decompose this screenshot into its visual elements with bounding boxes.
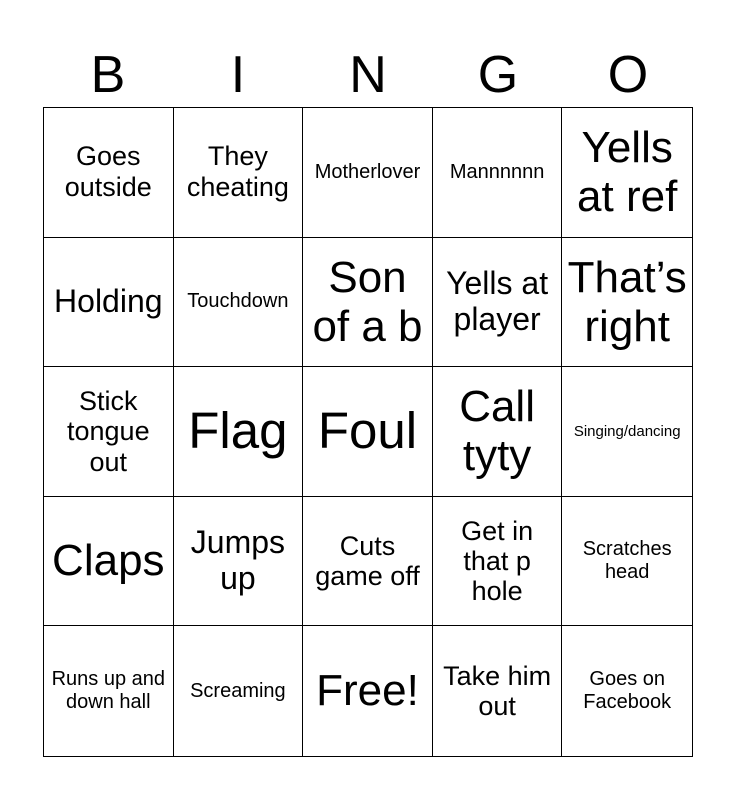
bingo-cell[interactable]	[433, 108, 563, 238]
cell-label: Goes outside	[64, 141, 152, 203]
bingo-cell[interactable]	[44, 108, 174, 238]
bingo-header	[43, 44, 693, 106]
bingo-cell[interactable]	[44, 497, 174, 627]
cell-label: Cuts game off	[315, 530, 420, 592]
bingo-cell[interactable]	[303, 497, 433, 627]
header-letter-n: N	[349, 46, 387, 104]
cell-label: Son of a b	[312, 252, 423, 351]
header-letter-o: O	[607, 46, 649, 104]
cell-label: Claps	[52, 535, 165, 585]
cell-label: Call tyty	[459, 382, 535, 481]
cell-label: That’s right	[567, 252, 687, 351]
cell-label: Get in that p hole	[461, 515, 534, 607]
bingo-cell[interactable]	[433, 367, 563, 497]
bingo-cell[interactable]	[433, 626, 563, 756]
cell-label: Mannnnnn	[449, 160, 545, 183]
bingo-cell[interactable]	[174, 626, 304, 756]
header-letter-g: G	[477, 46, 519, 104]
bingo-board	[43, 107, 693, 757]
bingo-cell[interactable]	[44, 367, 174, 497]
cell-label: Jumps up	[190, 524, 286, 597]
bingo-cell[interactable]	[44, 238, 174, 368]
cell-label: Goes on Facebook	[583, 668, 672, 714]
bingo-cell[interactable]	[433, 238, 563, 368]
bingo-cell[interactable]	[303, 626, 433, 756]
bingo-cell[interactable]	[562, 108, 692, 238]
cell-label: Yells at player	[446, 265, 549, 337]
bingo-cell[interactable]	[303, 238, 433, 368]
bingo-cell[interactable]	[303, 367, 433, 497]
bingo-cell[interactable]	[562, 626, 692, 756]
cell-label: Runs up and down hall	[51, 668, 165, 714]
cell-label: Flag	[188, 402, 288, 460]
bingo-cell[interactable]	[174, 497, 304, 627]
bingo-cell[interactable]	[562, 367, 692, 497]
cell-label: Stick tongue out	[67, 386, 150, 477]
cell-label: Free!	[316, 665, 419, 715]
header-letter-b: B	[90, 46, 126, 104]
cell-label: They cheating	[186, 141, 289, 203]
bingo-cell[interactable]	[174, 367, 304, 497]
bingo-cell[interactable]	[174, 238, 304, 368]
cell-label: Holding	[54, 283, 163, 320]
cell-label: Singing/dancing	[573, 422, 681, 440]
bingo-cell[interactable]	[433, 497, 563, 627]
header-letter-i: I	[230, 46, 246, 104]
bingo-cell[interactable]	[562, 497, 692, 627]
bingo-cell[interactable]	[303, 108, 433, 238]
cell-label: Scratches head	[582, 538, 672, 584]
cell-label: Take him out	[443, 660, 552, 722]
cell-label: Motherlover	[314, 160, 421, 183]
bingo-cell[interactable]	[44, 626, 174, 756]
cell-label: Screaming	[190, 679, 286, 702]
cell-label: Yells at ref	[577, 123, 678, 222]
cell-label: Touchdown	[187, 290, 289, 313]
bingo-cell[interactable]	[562, 238, 692, 368]
cell-label: Foul	[317, 402, 418, 460]
bingo-cell[interactable]	[174, 108, 304, 238]
